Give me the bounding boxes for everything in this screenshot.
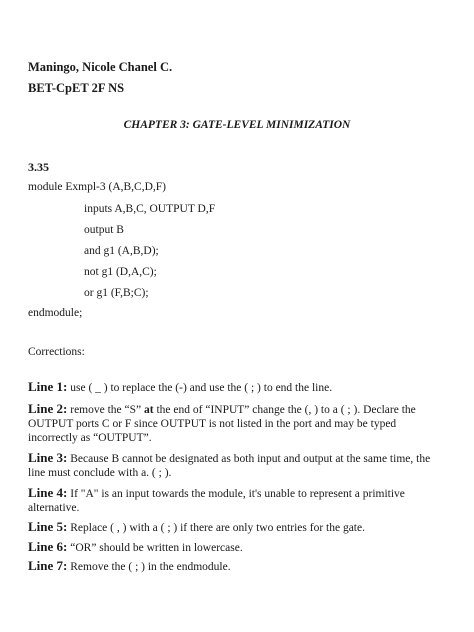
chapter-title: CHAPTER 3: GATE-LEVEL MINIMIZATION xyxy=(123,119,351,131)
correction-text: the end of “INPUT” change the (, ) to a ( ; ). Declare the OUTPUT ports C or F since OUTPUT is not listed in the port and may be typed incorrectly as “OUTPUT”. xyxy=(28,404,416,444)
code-line-5: not g1 (D,A,C); xyxy=(84,266,157,278)
correction-emphasis: at xyxy=(144,404,154,416)
correction-line-1 xyxy=(28,380,448,395)
correction-text: remove the “S” xyxy=(70,404,142,416)
author-name: Maningo, Nicole Chanel C. xyxy=(28,60,173,74)
correction-line-2 xyxy=(28,402,448,445)
correction-label: Line 1: xyxy=(28,379,68,394)
correction-label: Line 6: xyxy=(28,539,68,554)
correction-label: Line 7: xyxy=(28,558,68,573)
correction-label: Line 3: xyxy=(28,450,68,465)
code-line-7: endmodule; xyxy=(28,307,83,319)
code-line-2: inputs A,B,C, OUTPUT D,F xyxy=(84,203,216,215)
code-line-3: output B xyxy=(84,224,124,236)
correction-line-3 xyxy=(28,451,448,480)
correction-text: Because B cannot be designated as both input and output at the same time, the line must conclude with a. ( ; ). xyxy=(28,453,431,479)
correction-text: Remove the ( ; ) in the endmodule. xyxy=(70,561,231,573)
correction-text: If "A" is an input towards the module, it's unable to represent a primitive alternative. xyxy=(28,488,405,514)
correction-text: Replace ( , ) with a ( ; ) if there are only two entries for the gate. xyxy=(70,522,365,534)
correction-label: Line 2: xyxy=(28,401,68,416)
correction-line-7 xyxy=(28,559,448,574)
code-line-1: module Exmpl-3 (A,B,C,D,F) xyxy=(28,181,166,193)
correction-label: Line 5: xyxy=(28,519,68,534)
correction-text: use ( _ ) to replace the (-) and use the ( ; ) to end the line. xyxy=(70,382,333,394)
problem-number: 3.35 xyxy=(28,160,49,174)
program-section: BET-CpET 2F NS xyxy=(28,81,125,95)
correction-text: “OR” should be written in lowercase. xyxy=(70,542,243,554)
correction-label: Line 4: xyxy=(28,485,68,500)
correction-line-5 xyxy=(28,520,448,535)
code-line-6: or g1 (F,B;C); xyxy=(84,287,149,299)
correction-line-4 xyxy=(28,486,448,515)
code-line-4: and g1 (A,B,D); xyxy=(84,245,159,257)
corrections-heading: Corrections: xyxy=(28,346,85,358)
correction-line-6 xyxy=(28,540,448,555)
